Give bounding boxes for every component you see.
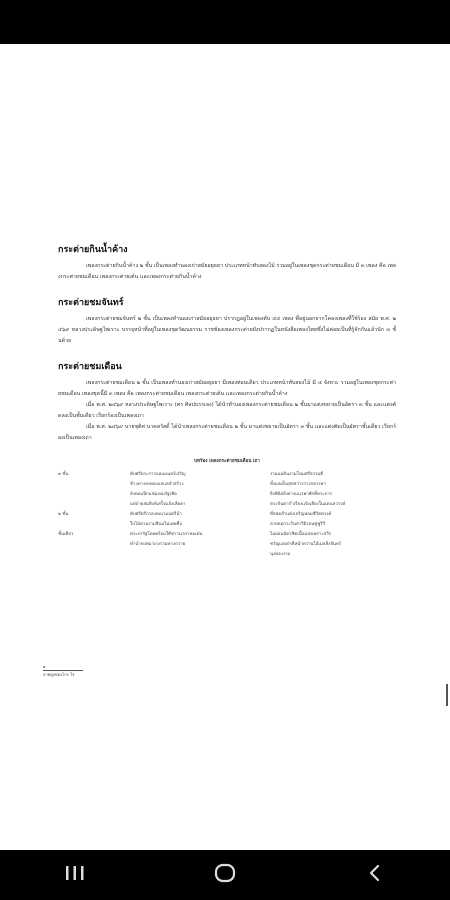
- home-button[interactable]: [195, 855, 255, 895]
- table-row: [58, 490, 396, 500]
- document-body: [58, 242, 396, 560]
- section-paragraph: เพลงกระต่ายชมจันทร์ ๒ ชั้น เป็นเพลงทำนองเก่าสมัยอยุธยา ปรากฏอยู่ในเพลงตับ ๔๔ เพลง ที่อยู่นอกจากโคลงเพลงที่ใช้ร้อง สมัย พ.ศ. ๒๔๖๙ หลวงประดิษฐไพเราะ บรรจุหน้าที่อยู่ในเพลงชุดวัฒนธรรม ราชช้องเพลงกระต่ายยังปรากฏในหนังสือเพลงไทยซึ่งไม่ค่อยเป็นที่รู้จักกันแล้วนัก ๓ ชั้นด้วย: [58, 316, 396, 344]
- table-cell: ดับศรีตระการแลแมนทร์เจริญ: [130, 472, 186, 477]
- footnote-text: ลายทูลทองโกร ใจ: [43, 672, 75, 677]
- table-cell: ข้างทางลงหลงแลแลลำสร้าง: [130, 482, 184, 487]
- status-bar: [0, 0, 450, 44]
- section-heading: กระต่ายชมจันทร์: [58, 298, 124, 308]
- navigation-bar: [0, 850, 450, 900]
- section-heading: กระต่ายกินน้ำค้าง: [58, 245, 128, 255]
- table-row: [58, 500, 396, 510]
- table-row: [58, 530, 396, 540]
- page-edge-mark: [446, 684, 448, 706]
- recent-apps-button[interactable]: [45, 855, 105, 895]
- section-paragraph: เมื่อ พ.ศ. ๒๔๖๙ นายชุติศ นาคสวัสดิ์ ได้นำเพลงกระต่ายชมเดือน ๒ ชั้น มาแต่งขยายเป็นอัตรา ๓ ชั้น และแต่งตัดเป็นอัตราชั้นเดียว เรียกร้องเป็นเพลงเถา: [58, 424, 396, 441]
- table-cell: ชั้นเดียว: [58, 532, 74, 537]
- document-page[interactable]: [0, 44, 450, 850]
- table-cell: ที่สลดสำแต่งเจริญหอมชีวิตตรงค์: [270, 512, 332, 517]
- back-chevron-icon: [366, 863, 384, 887]
- table-row: [58, 480, 396, 490]
- table-cell: ตระกินตากำเรียงแจ้งเลียงในแดนสวรรค์: [270, 502, 346, 507]
- section-paragraph: เมื่อ พ.ศ. ๒๔๖๙ หลวงประดิษฐไพเราะ (ศร ศิลปบรรเลง) ได้นำทำนองเพลงกระต่ายชมเดือน ๒ ชั้นมาแต่งขยายเป็นอัตรา ๓ ชั้น และแต่งตัดลงเป็นชั้นเดียว เรียกร้องเป็นเพลงเถา: [58, 402, 396, 419]
- table-cell: แต่ถ่ายสมสิงห์เสร็จแจ้งเลียดา: [130, 502, 186, 507]
- table-row: [58, 520, 396, 530]
- footnote: [43, 664, 83, 678]
- lyrics-table: [58, 470, 396, 560]
- table-cell: ๒ ชั้น: [58, 512, 69, 517]
- table-cell: ยิ่งพินิจยิ่งย่างแนวพาศักดิ์ตระการ: [270, 492, 333, 497]
- table-cell: ทั้งแลเห็นสุขสว่างวางกลางหา: [270, 482, 326, 487]
- table-cell: ยังหอมนึกแช่มเหมรัฐเชิด: [130, 492, 177, 497]
- table-cell: ทำนำหงสมาเรงรวมทางถวาย: [130, 542, 186, 547]
- section-paragraph: เพลงกระต่ายกินน้ำค้าง ๒ ชั้น เป็นเพลงทำนองเก่าสมัยอยุธยา ประเภทหน้าทับสองไม้ รวมอยู่ในเพลงชุดกระต่ายชมเดือน มี ๓ เพลง คือ เพลงกระต่ายชมเดือน เพลงกระต่ายเต้น และเพลงกระต่ายกินน้ำค้าง: [58, 263, 396, 280]
- table-cell: [58, 480, 130, 490]
- table-row: [58, 510, 396, 520]
- table-cell: ไม่ผ่อนฉัตรชิดเนื้อแสงเพราะจวีร: [270, 532, 332, 537]
- table-row: [58, 470, 396, 480]
- footnote-divider: [43, 670, 83, 671]
- recent-apps-icon: [64, 864, 86, 886]
- table-cell: [58, 500, 130, 510]
- footnote-mark: ๑: [43, 664, 46, 669]
- table-cell: ลายดอกระรินสาวีอิรอนซู่ฟูรีวี: [270, 522, 326, 527]
- table-cell: [58, 540, 130, 560]
- table-cell: ชวัญแลเต่าดีหน้าหวานไอ้เมลลิ่งจันทร์ นุงทองงาม: [270, 542, 342, 557]
- back-button[interactable]: [345, 855, 405, 895]
- table-cell: ใบไม้ตามงามสีฉมไม่เคยคือ: [130, 522, 182, 527]
- table-cell: ตระกรรัฐโดยพร้อมใดีชาวนายาหมเด่น: [130, 532, 203, 537]
- table-cell: ดับศรีตรีกรองคณามนตรีนำ: [130, 512, 182, 517]
- table-cell: งามแม่ต้นงามโฉมศรีธรรมดี: [270, 472, 324, 477]
- table-cell: ๓ ชั้น: [58, 472, 69, 477]
- section-month-gazing: [58, 359, 396, 444]
- section-paragraph: เพลงกระต่ายชมเดือน ๒ ชั้น เป็นเพลงทำนองเก่าสมัยอยุธยา มีเพลงท่อนเดียว ประเภทหน้าทับสองไม้ มี ๔ จังหวะ รวมอยู่ในเพลงชุดกระต่ายชมเดือน เพลงชุดนี้มี ๓ เพลง คือ เพลงกระต่ายชมเดือน เพลงกระต่ายเต้น และเพลงกระต่ายกินน้ำค้าง: [58, 380, 396, 397]
- home-icon: [213, 862, 237, 888]
- table-row: [58, 540, 396, 560]
- section-moon-gazing: [58, 295, 396, 347]
- lyrics-table-title: บทร้อง เพลงกระต่ายชมเดือน เถา: [194, 459, 260, 464]
- section-heading: กระต่ายชมเดือน: [58, 362, 122, 372]
- section-grass-dew: [58, 242, 396, 283]
- table-cell: [58, 520, 130, 530]
- table-cell: [58, 490, 130, 500]
